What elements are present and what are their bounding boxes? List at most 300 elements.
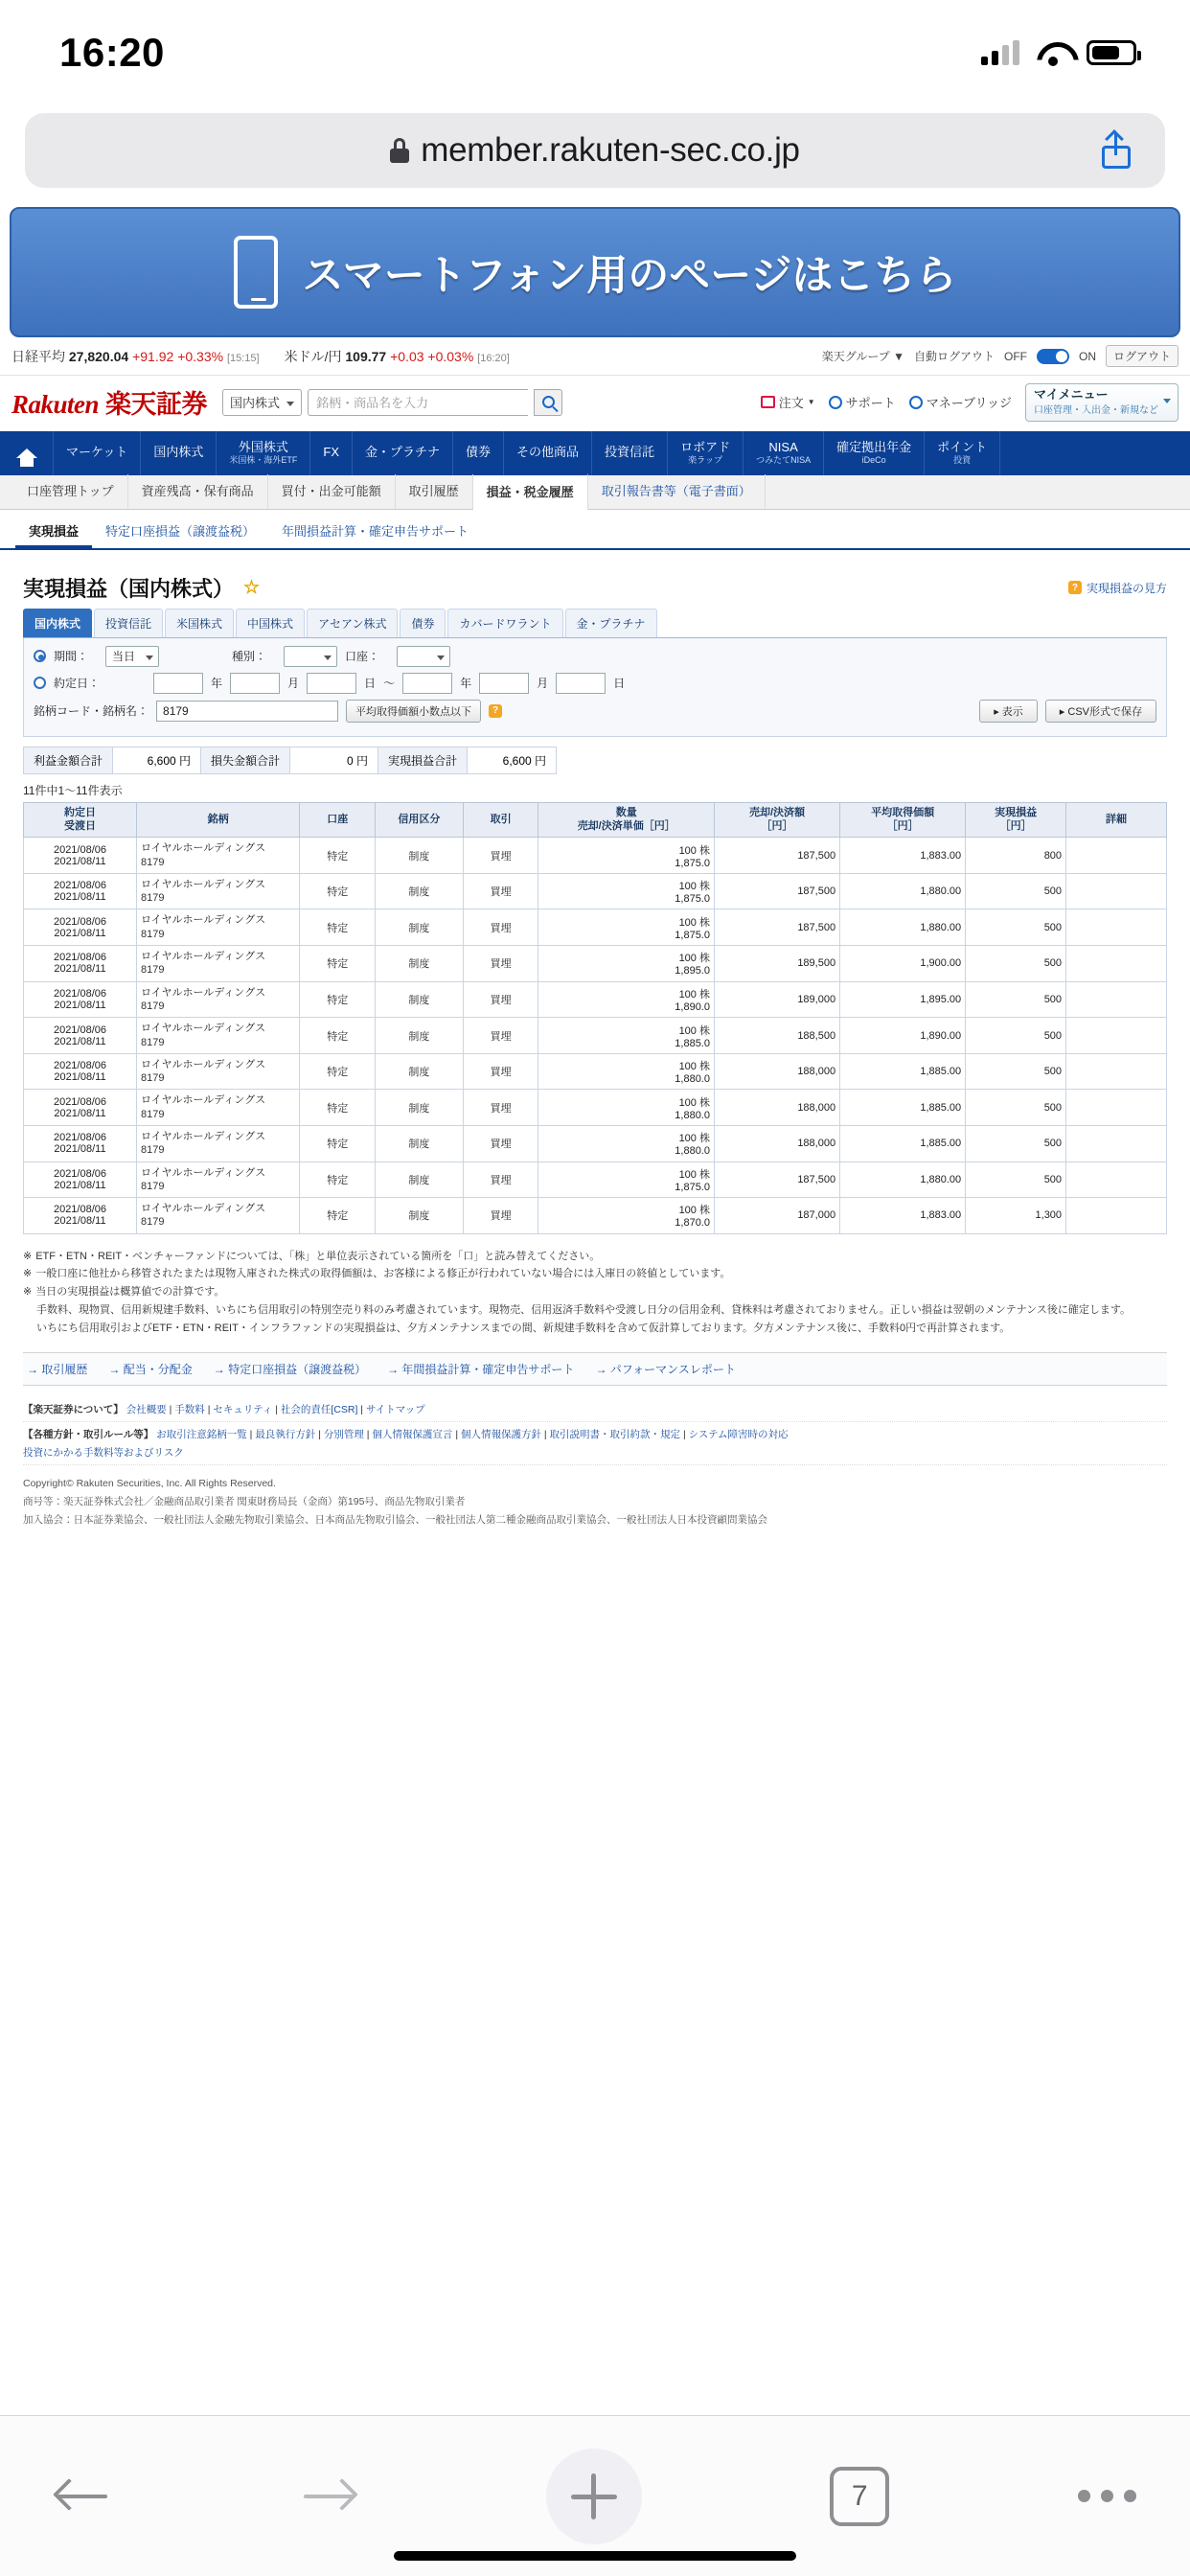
cell-qty <box>538 1198 715 1234</box>
cell-margin: 制度 <box>376 909 464 946</box>
cell-settle-date: 2021/08/11 <box>54 1035 106 1047</box>
footer-link-best-execution[interactable]: 最良執行方針 <box>255 1429 316 1441</box>
product-tab-bonds[interactable]: 債券 <box>400 609 446 637</box>
tab-annual-pl-support[interactable]: 年間損益計算・確定申告サポート <box>282 523 469 539</box>
page-title: 実現損益（国内株式） <box>23 576 235 601</box>
site-footer <box>23 1401 1167 1548</box>
link-performance-report[interactable]: → パフォーマンスレポート <box>595 1361 735 1377</box>
input-stock-code[interactable]: 8179 <box>156 701 338 722</box>
cell-pl: 500 <box>966 873 1066 909</box>
totals-summary <box>23 747 557 774</box>
th-margin-type: 信用区分 <box>376 802 464 838</box>
tab-count: 7 <box>851 2479 868 2512</box>
cell-settle-date: 2021/08/11 <box>54 1107 106 1119</box>
total-loss <box>201 748 378 773</box>
cell-account: 特定 <box>300 981 376 1018</box>
support-label: サポート <box>845 396 896 411</box>
th-pl-line1: 実現損益 <box>995 806 1038 818</box>
product-tab-us-stock[interactable]: 米国株式 <box>165 609 234 637</box>
cell-amount: 188,000 <box>714 1126 839 1162</box>
input-month-to[interactable] <box>479 673 529 694</box>
label-stock-code: 銘柄コード・銘柄名： <box>34 704 149 719</box>
input-year-to[interactable] <box>402 673 452 694</box>
cell-trade: 買埋 <box>463 1018 538 1054</box>
label-month-from: 月 <box>287 677 300 691</box>
cell-amount: 188,500 <box>714 1018 839 1054</box>
cell-quantity: 100 株 <box>678 1205 710 1217</box>
cell-date <box>24 1018 137 1054</box>
mymenu-title: マイメニュー <box>1034 387 1109 402</box>
cell-date <box>24 981 137 1018</box>
market-name: 米ドル/円 <box>284 348 342 364</box>
input-month-from[interactable] <box>230 673 280 694</box>
footer-link-terms[interactable]: 取引説明書・取引約款・規定 <box>549 1429 681 1441</box>
market-time: [15:15] <box>226 352 260 364</box>
cell-qty <box>538 946 715 982</box>
forward-button[interactable] <box>300 2474 357 2518</box>
cell-qty <box>538 838 715 874</box>
browser-urlbar-container <box>0 105 1190 201</box>
th-date-line1: 約定日 <box>63 806 96 818</box>
cell-unit-price: 1,875.0 <box>675 1181 710 1193</box>
cell-date <box>24 1090 137 1126</box>
cell-margin: 制度 <box>376 838 464 874</box>
cell-quantity: 100 株 <box>678 916 710 929</box>
product-tab-covered-warrant[interactable]: カバードワラント <box>447 609 562 637</box>
table-row[interactable] <box>24 1053 1167 1090</box>
cell-amount: 188,000 <box>714 1090 839 1126</box>
market-name: 日経平均 <box>11 348 65 364</box>
cell-stock-code: 8179 <box>140 1180 165 1192</box>
cell-qty <box>538 873 715 909</box>
main-content <box>0 550 1190 1549</box>
csv-save-button[interactable]: ▸ CSV形式で保存 <box>1045 700 1156 723</box>
cell-unit-price: 1,875.0 <box>675 893 710 906</box>
cell-pl: 800 <box>966 838 1066 874</box>
cell-detail[interactable] <box>1066 1126 1167 1162</box>
nav-label: NISA <box>768 440 798 455</box>
cell-pl: 500 <box>966 1018 1066 1054</box>
subnav-buying-power[interactable]: 買付・出金可能額 <box>268 474 396 509</box>
nav-item-gold-platinum[interactable] <box>353 431 453 475</box>
nav-item-nisa[interactable] <box>744 431 824 475</box>
new-tab-button[interactable] <box>546 2449 642 2544</box>
nav-label: 投資信託 <box>605 445 655 460</box>
footer-link-segregation[interactable]: 分別管理 <box>323 1429 364 1441</box>
howto-label: 実現損益の見方 <box>1086 581 1167 595</box>
total-profit <box>24 748 201 773</box>
cell-qty <box>538 1162 715 1198</box>
label-kind: 種別： <box>232 650 267 664</box>
cell-qty <box>538 1053 715 1090</box>
nav-item-point-investment[interactable] <box>925 431 1000 475</box>
cell-trade: 買埋 <box>463 1053 538 1090</box>
tab-realized-pl[interactable]: 実現損益 <box>15 516 92 548</box>
cell-account: 特定 <box>300 1090 376 1126</box>
cell-detail[interactable] <box>1066 1162 1167 1198</box>
label-account: 口座： <box>345 650 380 664</box>
lock-icon <box>390 138 409 163</box>
result-count: 11件中1～11件表示 <box>23 783 123 797</box>
cell-settle-date: 2021/08/11 <box>54 1179 106 1191</box>
cell-margin: 制度 <box>376 1018 464 1054</box>
footer-link-system-failure[interactable]: システム障害時の対応 <box>688 1429 789 1441</box>
back-button[interactable] <box>54 2474 111 2518</box>
cell-trade: 買埋 <box>463 909 538 946</box>
th-avg-line2: ［円］ <box>886 819 919 832</box>
cell-stock-code: 8179 <box>140 1216 165 1229</box>
cell-date <box>24 1198 137 1234</box>
cell-qty <box>538 1126 715 1162</box>
wifi-icon <box>1037 40 1069 65</box>
product-tab-china-stock[interactable]: 中国株式 <box>236 609 305 637</box>
tabs-button[interactable] <box>830 2467 889 2526</box>
nav-item-market[interactable] <box>54 431 141 475</box>
cell-account: 特定 <box>300 909 376 946</box>
label-tilde: ～ <box>383 677 396 691</box>
cell-margin: 制度 <box>376 1053 464 1090</box>
note-text: ETF・ETN・REIT・ベンチャーファンドについては、「株」と単位表示されている箇所を「口」と読み替えてください。 <box>35 1250 601 1262</box>
nav-item-investment-trust[interactable] <box>592 431 668 475</box>
mymenu-button[interactable] <box>1025 383 1179 422</box>
label-contract-date: 約定日： <box>54 677 101 691</box>
select-period[interactable]: 当日 <box>105 646 159 667</box>
notes-section <box>23 1248 1167 1337</box>
cellular-signal-icon <box>981 40 1019 65</box>
footer-link-caution-stocks[interactable]: お取引注意銘柄一覧 <box>156 1429 247 1441</box>
cell-settle-date: 2021/08/11 <box>54 999 106 1011</box>
footer-link-csr[interactable]: 社会的責任[CSR] <box>280 1404 358 1416</box>
cell-settle-date: 2021/08/11 <box>54 855 106 867</box>
avg-price-decimal-button[interactable] <box>346 700 481 723</box>
cell-amount: 187,500 <box>714 909 839 946</box>
cell-name <box>136 909 299 946</box>
smartphone-version-banner[interactable] <box>10 207 1180 337</box>
cell-quantity: 100 株 <box>678 1133 710 1145</box>
table-row[interactable] <box>24 1018 1167 1054</box>
nav-item-bonds[interactable] <box>453 431 504 475</box>
cell-stock-name: ロイヤルホールディングス <box>140 1023 266 1035</box>
global-search <box>222 389 745 416</box>
logout-button[interactable]: ログアウト <box>1106 345 1179 367</box>
show-button[interactable]: ▸ 表示 <box>979 700 1038 723</box>
cell-avg-price: 1,880.00 <box>840 1162 966 1198</box>
cell-avg-price: 1,883.00 <box>840 838 966 874</box>
cell-date <box>24 1126 137 1162</box>
cell-date <box>24 838 137 874</box>
rakuten-group-menu[interactable]: 楽天グループ ▼ <box>821 350 904 363</box>
howto-link[interactable] <box>1068 580 1167 596</box>
cell-account: 特定 <box>300 838 376 874</box>
cell-date <box>24 1162 137 1198</box>
cell-margin: 制度 <box>376 1126 464 1162</box>
cell-amount: 187,500 <box>714 873 839 909</box>
cell-quantity: 100 株 <box>678 988 710 1000</box>
cell-stock-name: ロイヤルホールディングス <box>140 1058 266 1070</box>
nav-label: 確定拠出年金 <box>836 440 912 455</box>
cell-name <box>136 1053 299 1090</box>
nav-item-fx[interactable] <box>310 431 353 475</box>
link-annual-pl-support[interactable]: → 年間損益計算・確定申告サポート <box>387 1361 574 1377</box>
footer-link-privacy-policy[interactable]: 個人情報保護方針 <box>460 1429 541 1441</box>
autologout-toggle[interactable] <box>1037 349 1069 364</box>
table-row[interactable] <box>24 981 1167 1018</box>
account-subnav <box>0 475 1190 510</box>
input-year-from[interactable] <box>153 673 203 694</box>
market-summary-strip <box>0 337 1190 376</box>
footer-link-sitemap[interactable]: サイトマップ <box>365 1404 425 1416</box>
radio-contract-date[interactable] <box>34 677 46 689</box>
cell-name <box>136 1162 299 1198</box>
note-text: 当日の実現損益は概算値での計算です。 <box>35 1286 225 1299</box>
cell-pl: 500 <box>966 1053 1066 1090</box>
footer-company-name: 商号等：楽天証券株式会社／金融商品取引業者 関東財務局長（金商）第195号、商品先物取引業者 <box>23 1495 466 1507</box>
cell-quantity: 100 株 <box>678 1168 710 1181</box>
cell-avg-price: 1,895.00 <box>840 981 966 1018</box>
cell-settle-date: 2021/08/11 <box>54 963 106 976</box>
cell-detail[interactable] <box>1066 838 1167 874</box>
subnav-asset-balance[interactable]: 資産残高・保有商品 <box>128 474 268 509</box>
th-name: 銘柄 <box>136 802 299 838</box>
select-kind[interactable] <box>284 646 337 667</box>
autologout-on-label: ON <box>1078 349 1096 363</box>
footer-link-fees-and-risks[interactable]: 投資にかかる手数料等およびリスク <box>23 1447 184 1459</box>
search-button[interactable] <box>534 389 562 416</box>
cell-account: 特定 <box>300 946 376 982</box>
panel-header <box>23 565 1167 609</box>
label-year-from: 年 <box>211 677 223 691</box>
cell-stock-name: ロイヤルホールディングス <box>140 1203 266 1215</box>
th-avg-line1: 平均取得価額 <box>871 806 935 818</box>
realized-pl-table <box>23 802 1167 1234</box>
cell-margin: 制度 <box>376 1090 464 1126</box>
input-day-to[interactable] <box>556 673 606 694</box>
site-header <box>0 376 1190 431</box>
cell-margin: 制度 <box>376 946 464 982</box>
cell-contract-date: 2021/08/06 <box>53 987 107 1000</box>
footer-link-security[interactable]: セキュリティ <box>213 1404 273 1416</box>
cell-detail[interactable] <box>1066 946 1167 982</box>
cell-contract-date: 2021/08/06 <box>53 1204 107 1216</box>
support-icon <box>829 396 842 409</box>
link-specific-account-pl[interactable]: → 特定口座損益（譲渡益税） <box>214 1361 366 1377</box>
cell-name <box>136 981 299 1018</box>
cell-detail[interactable] <box>1066 873 1167 909</box>
more-options-button[interactable] <box>1078 2490 1136 2502</box>
cell-date <box>24 946 137 982</box>
url-text: member.rakuten-sec.co.jp <box>421 131 800 169</box>
share-icon[interactable] <box>1102 132 1131 169</box>
cell-margin: 制度 <box>376 1162 464 1198</box>
subnav-documents[interactable]: 取引報告書等（電子書面） <box>588 474 766 509</box>
footer-link-company[interactable]: 会社概要 <box>126 1404 167 1416</box>
cell-name <box>136 1126 299 1162</box>
cell-pl: 500 <box>966 946 1066 982</box>
product-tab-investment-trust[interactable]: 投資信託 <box>94 609 163 637</box>
th-qty-line1: 数量 <box>615 806 637 818</box>
cell-amount: 187,500 <box>714 838 839 874</box>
cell-contract-date: 2021/08/06 <box>53 843 107 856</box>
search-input[interactable]: 銘柄・商品名を入力 <box>308 389 528 416</box>
cell-detail[interactable] <box>1066 1090 1167 1126</box>
subnav-account-top[interactable]: 口座管理トップ <box>13 474 128 509</box>
nav-item-domestic-stock[interactable] <box>141 431 217 475</box>
cell-trade: 買埋 <box>463 946 538 982</box>
help-icon: ? <box>1068 581 1082 594</box>
link-dividends[interactable]: → 配当・分配金 <box>108 1361 192 1377</box>
cell-stock-name: ロイヤルホールディングス <box>140 986 266 999</box>
address-bar[interactable] <box>25 113 1165 188</box>
link-trade-history[interactable]: → 取引履歴 <box>27 1361 87 1377</box>
table-row[interactable] <box>24 1126 1167 1162</box>
cell-detail[interactable] <box>1066 909 1167 946</box>
nav-sublabel: 米国株・海外ETF <box>229 455 298 466</box>
market-change: +91.92 <box>132 348 174 364</box>
table-row[interactable] <box>24 838 1167 874</box>
tab-specific-account-pl[interactable]: 特定口座損益（譲渡益税） <box>105 523 256 539</box>
table-row[interactable] <box>24 946 1167 982</box>
cell-stock-name: ロイヤルホールディングス <box>140 1094 266 1107</box>
total-profit-value: 6,600 円 <box>113 748 201 773</box>
cell-unit-price: 1,880.0 <box>675 1145 710 1158</box>
cell-trade: 買埋 <box>463 1126 538 1162</box>
cell-date <box>24 873 137 909</box>
table-row[interactable] <box>24 1198 1167 1234</box>
cell-stock-code: 8179 <box>140 1072 165 1085</box>
th-pl-line2: ［円］ <box>999 819 1032 832</box>
cell-amount: 188,000 <box>714 1053 839 1090</box>
order-button[interactable]: 注文 ▼ <box>761 393 815 411</box>
related-links <box>23 1352 1167 1386</box>
subnav-pl-tax-history[interactable]: 損益・税金履歴 <box>473 473 588 510</box>
footer-link-privacy-declaration[interactable]: 個人情報保護宣言 <box>372 1429 453 1441</box>
market-item-usdjpy <box>285 347 510 366</box>
note-indent: いちにち信用取引およびETF・ETN・REIT・インフラファンドの実現損益は、夕方メンテナンスまでの間、新規建手数料を含めて仮計算しております。夕方メンテナンス後に、手数料0円で再計算されます。 <box>36 1322 1011 1334</box>
product-tab-domestic-stock[interactable]: 国内株式 <box>23 609 92 637</box>
cell-account: 特定 <box>300 1126 376 1162</box>
cell-stock-name: ロイヤルホールディングス <box>140 914 266 927</box>
cell-quantity: 100 株 <box>678 1024 710 1037</box>
filter-row-code <box>34 700 1156 723</box>
nav-sublabel: 投資 <box>953 455 972 466</box>
search-filter-panel <box>23 638 1167 737</box>
total-loss-value: 0 円 <box>290 748 378 773</box>
cell-stock-code: 8179 <box>140 1108 165 1120</box>
help-icon-avg-price[interactable]: ? <box>489 704 502 718</box>
th-qty-line2: 売却/決済単価［円］ <box>577 819 675 832</box>
th-account: 口座 <box>300 802 376 838</box>
favorite-star-icon[interactable]: ☆ <box>243 577 261 598</box>
money-bridge-button[interactable] <box>909 393 1012 411</box>
total-loss-label: 損失金額合計 <box>201 748 290 773</box>
cell-avg-price: 1,880.00 <box>840 873 966 909</box>
market-time: [16:20] <box>477 352 510 364</box>
cell-settle-date: 2021/08/11 <box>54 1071 106 1084</box>
radio-period[interactable] <box>34 650 46 662</box>
global-navigation <box>0 431 1190 475</box>
product-tab-asean-stock[interactable]: アセアン株式 <box>307 609 398 637</box>
nav-label: 債券 <box>466 445 492 460</box>
cell-unit-price: 1,875.0 <box>675 857 710 869</box>
cell-qty <box>538 981 715 1018</box>
footer-copyright: Copyright© Rakuten Securities, Inc. All Rights Reserved. <box>23 1477 276 1489</box>
cell-quantity: 100 株 <box>678 1061 710 1073</box>
th-date-line2: 受渡日 <box>63 819 96 832</box>
cell-contract-date: 2021/08/06 <box>53 915 107 928</box>
rakuten-securities-logo[interactable] <box>11 383 207 421</box>
footer-about-row: 【楽天証券について】 会社概要 | 手数料 | セキュリティ | 社会的責任[CSR] | サイトマップ <box>23 1401 1167 1422</box>
cell-name <box>136 1018 299 1054</box>
nav-home[interactable] <box>0 431 54 475</box>
mymenu-sub: 口座管理・入出金・新規など <box>1034 405 1158 417</box>
search-icon <box>542 396 555 408</box>
cell-trade: 買埋 <box>463 1198 538 1234</box>
table-row[interactable] <box>24 909 1167 946</box>
product-tab-gold-platinum[interactable]: 金・プラチナ <box>565 609 657 637</box>
cell-account: 特定 <box>300 1018 376 1054</box>
th-avg-price <box>840 802 966 838</box>
header-actions <box>761 383 1179 422</box>
cell-detail[interactable] <box>1066 981 1167 1018</box>
cell-margin: 制度 <box>376 981 464 1018</box>
cell-date <box>24 909 137 946</box>
th-date <box>24 802 137 838</box>
section-tabs <box>0 510 1190 550</box>
cell-contract-date: 2021/08/06 <box>53 1095 107 1108</box>
cell-detail[interactable] <box>1066 1018 1167 1054</box>
cell-contract-date: 2021/08/06 <box>53 1024 107 1036</box>
footer-link-fees[interactable]: 手数料 <box>174 1404 205 1416</box>
cell-date <box>24 1053 137 1090</box>
support-button[interactable] <box>829 393 896 411</box>
nav-label: ロボアド <box>680 440 731 455</box>
th-quantity <box>538 802 715 838</box>
footer-about-head: 【楽天証券について】 <box>23 1404 124 1416</box>
select-account[interactable] <box>397 646 450 667</box>
table-row[interactable] <box>24 1162 1167 1198</box>
nav-item-ideco[interactable] <box>824 431 925 475</box>
th-detail: 詳細 <box>1066 802 1167 838</box>
table-row[interactable] <box>24 873 1167 909</box>
cell-stock-name: ロイヤルホールディングス <box>140 878 266 890</box>
nav-item-foreign-stock[interactable] <box>217 431 310 475</box>
cell-stock-code: 8179 <box>140 856 165 868</box>
th-amount-line1: 売却/決済額 <box>749 806 806 818</box>
cell-name <box>136 1090 299 1126</box>
autologout-label: 自動ログアウト <box>913 350 995 363</box>
cell-stock-code: 8179 <box>140 1036 165 1048</box>
nav-item-roboadvisor[interactable] <box>668 431 744 475</box>
cell-account: 特定 <box>300 1198 376 1234</box>
total-profit-label: 利益金額合計 <box>24 748 113 773</box>
cell-unit-price: 1,875.0 <box>675 929 710 941</box>
table-row[interactable] <box>24 1090 1167 1126</box>
cell-amount: 187,000 <box>714 1198 839 1234</box>
cell-detail[interactable] <box>1066 1053 1167 1090</box>
cell-detail[interactable] <box>1066 1198 1167 1234</box>
cell-qty <box>538 909 715 946</box>
cell-pl: 500 <box>966 909 1066 946</box>
bank-icon <box>909 396 923 409</box>
subnav-trade-history[interactable]: 取引履歴 <box>396 474 473 509</box>
filter-row-period <box>34 646 1156 667</box>
nav-item-other-products[interactable] <box>504 431 592 475</box>
search-category-select[interactable]: 国内株式 <box>222 389 302 416</box>
total-realized-pl <box>378 748 556 773</box>
input-day-from[interactable] <box>307 673 356 694</box>
cell-settle-date: 2021/08/11 <box>54 1215 106 1228</box>
cell-stock-name: ロイヤルホールディングス <box>140 1166 266 1179</box>
